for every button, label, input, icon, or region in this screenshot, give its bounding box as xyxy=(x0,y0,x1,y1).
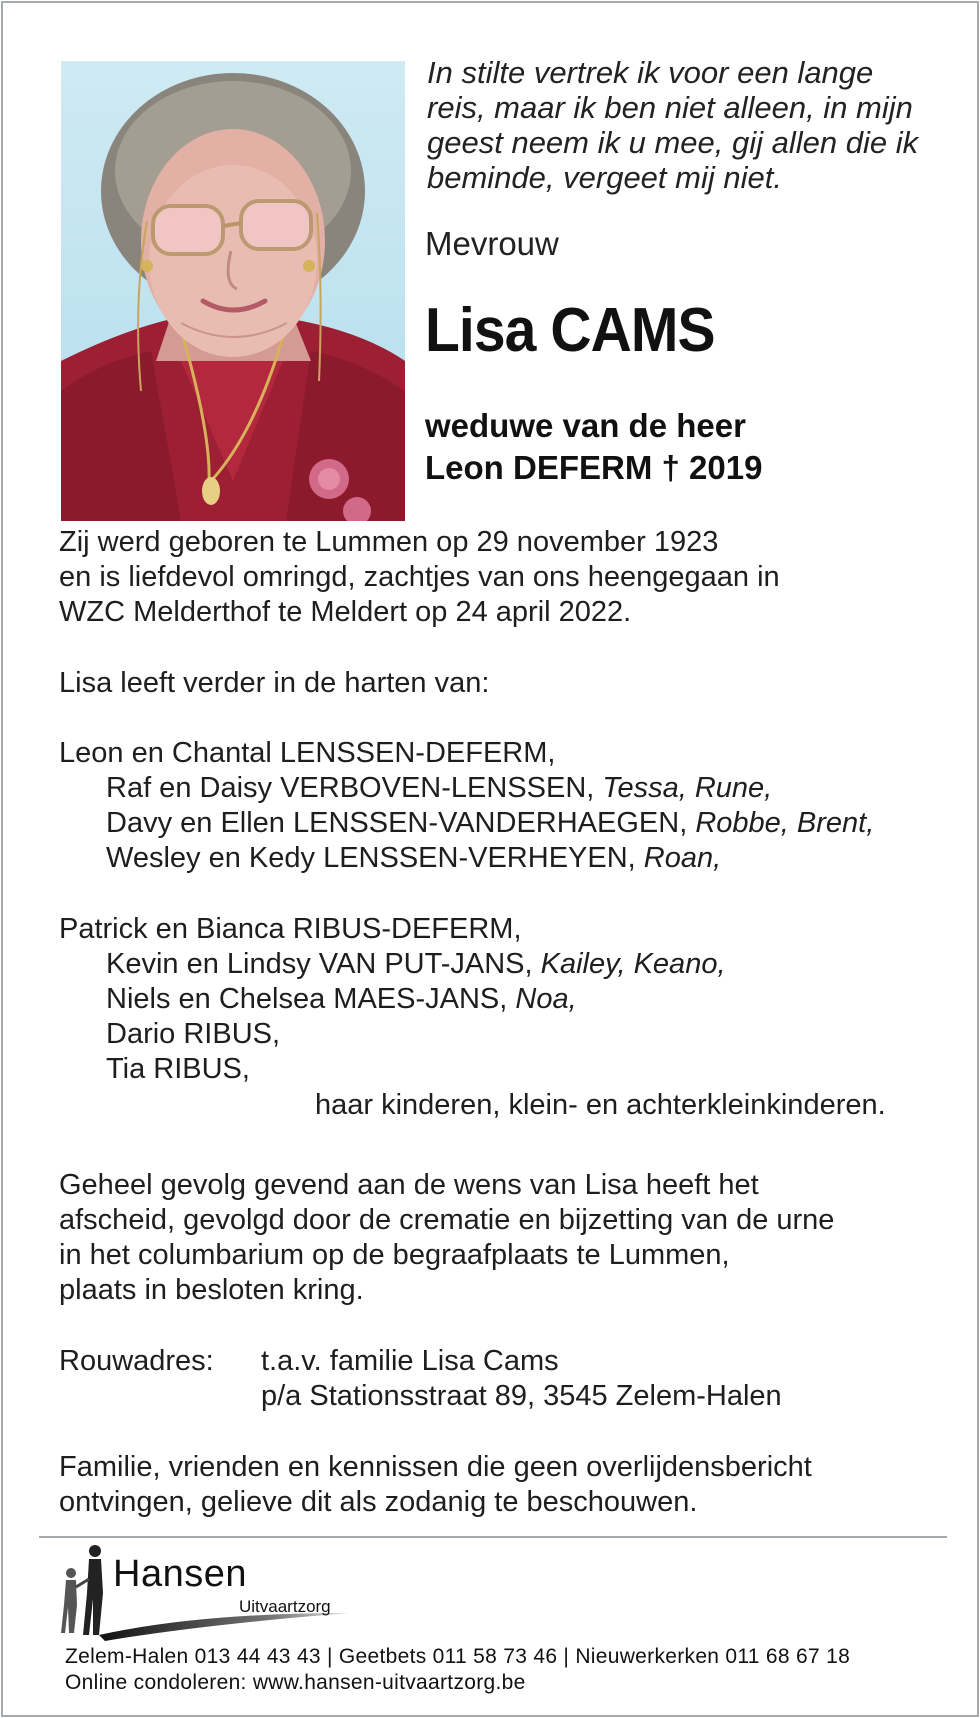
announcement-text xyxy=(59,525,780,630)
closing-text xyxy=(59,1450,812,1520)
announcement-line: WZC Melderthof te Meldert op 24 april 2022. xyxy=(59,596,632,628)
member-names: Dario RIBUS, xyxy=(106,1018,281,1050)
quote-line: beminde, vergeet mij niet. xyxy=(427,160,782,195)
member-names: Niels en Chelsea MAES-JANS, xyxy=(106,983,508,1015)
member-names: Davy en Ellen LENSSEN-VANDERHAEGEN, xyxy=(106,807,688,839)
farewell-line: in het columbarium op de begraafplaats te Lummen, xyxy=(59,1239,730,1271)
portrait-photo xyxy=(61,61,405,521)
family-member-line xyxy=(59,806,874,841)
family-member-line xyxy=(59,1017,726,1052)
relation-line: haar kinderen, klein- en achterkleinkinderen. xyxy=(315,1089,886,1121)
logo-subtitle: Uitvaartzorg xyxy=(239,1597,331,1616)
quote-line: geest neem ik u mee, gij allen die ik xyxy=(427,125,919,160)
obituary-card xyxy=(1,1,979,1717)
farewell-quote xyxy=(427,55,947,195)
closing-line: Familie, vrienden en kennissen die geen overlijdensbericht xyxy=(59,1451,812,1483)
family-member-line xyxy=(59,1052,726,1087)
family-head: Patrick en Bianca RIBUS-DEFERM, xyxy=(59,913,522,945)
quote-line: reis, maar ik ben niet alleen, in mijn xyxy=(427,90,913,125)
footer-phones: Zelem-Halen 013 44 43 43 | Geetbets 011 58 73 46 | Nieuwerkerken 011 68 67 18 xyxy=(65,1645,851,1668)
portrait-illustration xyxy=(61,61,405,521)
family-member-line xyxy=(59,771,874,806)
member-names: Kevin en Lindsy VAN PUT-JANS, xyxy=(106,948,533,980)
logo-name: Hansen xyxy=(113,1553,247,1595)
member-names: Raf en Daisy VERBOVEN-LENSSEN, xyxy=(106,772,595,804)
member-names: Wesley en Kedy LENSSEN-VERHEYEN, xyxy=(106,842,636,874)
spouse-info xyxy=(425,405,762,489)
announcement-line: Zij werd geboren te Lummen op 29 november 1923 xyxy=(59,526,719,558)
grandchildren-names: Roan, xyxy=(643,842,722,874)
family-group-2 xyxy=(59,912,726,1087)
address-block xyxy=(261,1344,782,1414)
closing-line: ontvingen, gelieve dit als zodanig te beschouwen. xyxy=(59,1486,698,1518)
survivors-intro: Lisa leeft verder in de harten van: xyxy=(59,667,490,699)
family-group-1 xyxy=(59,736,874,876)
family-head: Leon en Chantal LENSSEN-DEFERM, xyxy=(59,737,556,769)
announcement-line: en is liefdevol omringd, zachtjes van ons heengegaan in xyxy=(59,561,780,593)
family-member-line xyxy=(59,841,874,876)
deceased-name: Lisa CAMS xyxy=(425,296,715,365)
address-label: Rouwadres: xyxy=(59,1345,214,1377)
farewell-line: afscheid, gevolgd door de crematie en bijzetting van de urne xyxy=(59,1204,835,1236)
grandchildren-names: Kailey, Keano, xyxy=(540,948,726,980)
grandchildren-names: Robbe, Brent, xyxy=(695,807,875,839)
address-line: p/a Stationsstraat 89, 3545 Zelem-Halen xyxy=(261,1380,782,1412)
spouse-line: Leon DEFERM † 2019 xyxy=(425,449,763,486)
farewell-text xyxy=(59,1168,834,1308)
spouse-line: weduwe van de heer xyxy=(425,407,746,444)
farewell-line: plaats in besloten kring. xyxy=(59,1274,364,1306)
grandchildren-names: Noa, xyxy=(515,983,577,1015)
farewell-line: Geheel gevolg gevend aan de wens van Lisa heeft het xyxy=(59,1169,759,1201)
family-member-line xyxy=(59,947,726,982)
address-line: t.a.v. familie Lisa Cams xyxy=(261,1345,559,1377)
member-names: Tia RIBUS, xyxy=(106,1053,250,1085)
quote-line: In stilte vertrek ik voor een lange xyxy=(427,55,874,90)
salutation: Mevrouw xyxy=(425,225,559,262)
footer-online-condolences: Online condoleren: www.hansen-uitvaartzorg.be xyxy=(65,1671,526,1694)
grandchildren-names: Tessa, Rune, xyxy=(602,772,773,804)
footer-divider xyxy=(39,1536,947,1538)
family-member-line xyxy=(59,982,726,1017)
